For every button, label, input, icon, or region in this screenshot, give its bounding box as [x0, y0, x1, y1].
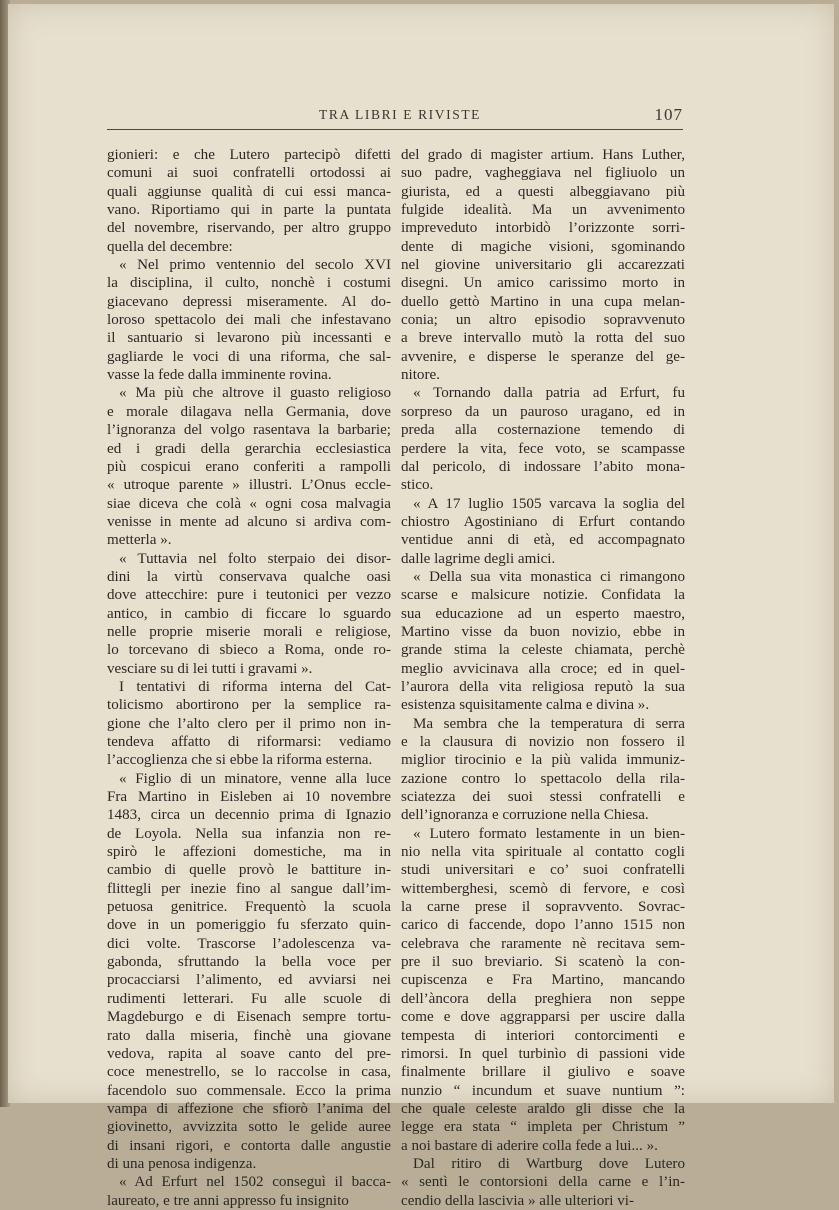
text-line: laureato, e tre anni appresso fu insignito [107, 1192, 349, 1209]
text-line: dove in un pomeriggio fu sferzato quin- [107, 917, 391, 934]
text-line: rudimenti letterari. Fu alle scuole di [107, 990, 391, 1007]
text-line: l’aurora della vita religiosa reputò la sua [401, 678, 685, 695]
text-line: fulgide idealità. Ma un avvenimento [401, 202, 685, 219]
text-line: de Loyola. Nella sua infanzia non re- [107, 825, 391, 842]
text-line: rimorsi. In quel turbinìo di passioni vide [401, 1045, 685, 1062]
text-line: « Tuttavia nel folto sterpaio dei disor- [119, 550, 391, 567]
text-line: suo padre, vagheggiava nel figliuolo un [401, 165, 685, 182]
text-line: miglior tirocinio e la più valida immuniz- [401, 752, 685, 769]
text-line: tolicismo abortirono per la semplice ra- [107, 697, 391, 714]
running-header [107, 106, 683, 128]
text-line: « Figlio di un minatore, venne alla luce [119, 770, 391, 787]
text-line: vasse la fede dalla imminente rovina. [107, 367, 332, 384]
header-rule [107, 129, 683, 130]
text-line: cupiscenza e Fra Martino, mancando [401, 972, 685, 989]
text-line: esistenza squisitamente calma e divina ». [401, 697, 650, 714]
text-line: dalle lagrime degli amici. [401, 550, 556, 567]
text-line: quali aggiunse qualità di cui essi manca- [107, 183, 391, 200]
text-line: « sentì le contorsioni della carne e l’in- [401, 1174, 685, 1191]
text-line: vedova, rapita al soave canto del pre- [107, 1045, 391, 1062]
text-line: la carne prese il sopravvento. Sovrac- [401, 899, 685, 916]
text-line: legge era stata “ impleta per Christum ” [401, 1119, 685, 1136]
text-line: gionieri: e che Lutero partecipò difetti [107, 147, 391, 163]
text-line: cambio di quelle provò le battiture in- [107, 862, 391, 879]
text-line: Ma sembra che la temperatura di serra [413, 715, 685, 732]
text-line: avvenire, e disperse le speranze del ge- [401, 348, 685, 365]
text-line: impreveduto intorbidò l’orizzonte sorri- [401, 220, 685, 237]
text-line: « A 17 luglio 1505 varcava la soglia del [413, 495, 685, 512]
text-line: carico di faccende, dopo l’anno 1515 non [401, 917, 685, 934]
text-line: vampa di affezione che sfiorò l’anima del [107, 1100, 391, 1117]
text-line: nelle proprie miserie morali e religiose, [107, 623, 391, 640]
text-line: venisse in mente ad alcuno si ardiva com- [107, 513, 391, 530]
text-line: coce menestrello, se lo raccolse in casa, [107, 1064, 391, 1081]
text-line: nel giovine universitario gli accarezzati [401, 257, 685, 274]
text-column-left [107, 146, 391, 1210]
text-line: procacciarsi l’alimento, ed avviarsi nei [107, 972, 391, 989]
running-title: TRA LIBRI E RIVISTE [319, 107, 482, 122]
text-line: studi universitari e co’ suoi confratelli [401, 862, 685, 879]
text-line: perdere la vita, fece voto, se scampasse [401, 440, 685, 457]
text-line: « Della sua vita monastica ci rimangono [413, 568, 685, 585]
text-line: ventidue anni di età, ed accompagnato [401, 532, 685, 549]
text-line: « utroque parente » illustri. L’Onus eccle- [107, 477, 391, 494]
text-line: tendeva affatto di riformarsi: vediamo [107, 734, 391, 750]
text-line: giurista, ed a questi albeggiavano più [401, 183, 685, 200]
text-line: quella del decembre: [107, 238, 233, 255]
text-line: « Nel primo ventennio del secolo XVI [119, 257, 391, 274]
text-line: dove attecchire: pure i teutonici per vezzo [107, 587, 391, 604]
text-line: disegni. Un amico carissimo morto in [401, 275, 685, 292]
text-line: del grado di magister artium. Hans Luther, [401, 147, 685, 163]
text-line: e morale dilagava nella Germania, dove [107, 403, 391, 420]
text-line: comuni ai suoi confratelli ortodossi ai [107, 165, 391, 182]
text-line: dici volte. Trascorse l’adolescenza va- [107, 935, 391, 952]
text-line: nio nella vita spirituale al contatto cogli [401, 844, 685, 861]
text-line: nitore. [401, 367, 440, 384]
text-line: finalmente brillare il giulivo e soave [401, 1064, 685, 1081]
text-line: vano. Riportiamo qui in parte la puntata [107, 202, 391, 219]
text-line: nunzio “ incundum et suave nuntium ”: [401, 1082, 685, 1099]
text-line: sciatezza dei suoi stessi confratelli e [401, 789, 685, 806]
text-line: facendolo suo commensale. Ecco la prima [107, 1082, 391, 1099]
text-line: I tentativi di riforma interna del Cat- [119, 678, 391, 695]
text-line: sua educazione ad un esperto maestro, [401, 605, 685, 622]
text-line: chiostro Agostiniano di Erfurt contando [401, 513, 685, 530]
text-line: il santuario si levarono più incessanti e [107, 330, 391, 347]
text-line: la disciplina, il culto, nonchè i costumi [107, 275, 391, 292]
text-line: dini la virtù conservava qualche oasi [107, 568, 391, 585]
text-line: l’ignoranza del volgo rasentava la barbarie; [107, 422, 391, 439]
text-line: gabonda, sfruttando la bella voce per [107, 954, 391, 971]
text-line: dell’àncora della preghiera non seppe [401, 990, 685, 1007]
text-line: a breve intervallo mutò la rotta del suo [401, 330, 685, 347]
text-line: di insani rigori, e contorta dalle angustie [107, 1137, 391, 1154]
text-line: flittegli per inezie fino al sangue dall’im- [107, 880, 391, 897]
text-line: e la clausura di novizio non fossero il [401, 734, 685, 750]
text-line: cendio della lascivia » alle ulteriori vi- [401, 1192, 635, 1209]
text-line: vesciare su di lei tutti i gravami ». [107, 660, 313, 677]
text-line: giovinetto, avvizzita sotto le gelide auree [107, 1119, 391, 1136]
text-line: Magdeburgo e di Eisenach sempre tortu- [107, 1009, 391, 1026]
text-line: scarse e malsicure notizie. Confidata la [401, 587, 685, 604]
text-line: lo torcevano di sbieco a Roma, onde ro- [107, 642, 391, 659]
text-line: gione che l’alto clero per il primo non in- [107, 715, 391, 732]
text-line: wittemberghesi, scemò di fervore, e così [401, 880, 685, 897]
text-line: rato dalla miseria, finchè una giovane [107, 1027, 391, 1044]
text-line: a noi bastare di aderire colla fede a lui... ». [401, 1137, 658, 1154]
text-line: « Lutero formato lestamente in un bien- [413, 825, 685, 842]
text-line: zazione contro lo spettacolo della rila- [401, 770, 685, 787]
text-line: meglio avvicinava alla croce; ed in quel- [401, 660, 685, 677]
text-line: sorpreso da un pauroso uragano, ed in [401, 403, 685, 420]
text-line: stico. [401, 477, 434, 494]
text-line: ed i gradi della gerarchia ecclesiastica [107, 440, 391, 457]
text-line: Dal ritiro di Wartburg dove Lutero [413, 1155, 685, 1172]
text-line: pre il suo breviario. Si scatenò la con- [401, 954, 685, 971]
text-line: antico, in cambio di ficcare lo sguardo [107, 605, 391, 622]
text-line: dal pericolo, di indossare l’abito mona- [401, 458, 685, 475]
text-line: di una penosa indigenza. [107, 1155, 257, 1172]
text-line: come e dove aggrapparsi per uscire dalla [401, 1009, 685, 1026]
text-line: l’accoglienza che si ebbe la riforma esterna. [107, 752, 373, 769]
text-line: celebrava che raramente nè recitava sem- [401, 935, 685, 952]
text-line: Fra Martino in Eisleben ai 10 novembre [107, 789, 391, 806]
text-line: grande stima la celeste chiamata, perchè [401, 642, 685, 659]
text-line: loroso spettacolo dei mali che infestavano [107, 312, 391, 329]
text-line: del novembre, riservando, per altro gruppo [107, 220, 391, 237]
text-line: siae diceva che colà « ogni cosa malvagia [107, 495, 391, 512]
text-line: « Ad Erfurt nel 1502 conseguì il bacca- [119, 1174, 391, 1191]
text-line: che quale celeste araldo gli disse che la [401, 1100, 685, 1117]
text-line: giacevano depressi miseramente. Al do- [107, 293, 391, 310]
text-column-right [401, 146, 685, 1210]
text-line: dell’ignoranza e corruzione nella Chiesa. [401, 807, 649, 824]
text-line: gagliarde le voci di una riforma, che sal- [107, 348, 391, 365]
text-line: Martino visse da buon novizio, ebbe in [401, 623, 685, 640]
text-line: spirò le affezioni domestiche, ma in [107, 844, 391, 861]
text-line: dente di magiche visioni, sgominando [401, 238, 685, 255]
page-number: 107 [654, 105, 683, 124]
text-line: petuosa genitrice. Frequentò la scuola [107, 899, 391, 916]
text-line: tempesta di interiori contorcimenti e [401, 1027, 685, 1044]
text-line: più cospicui erano conferiti a rampolli [107, 458, 391, 475]
text-line: « Ma più che altrove il guasto religioso [119, 385, 391, 402]
text-line: conia; un altro episodio sopravvenuto [401, 312, 685, 329]
text-line: preda alla costernazione temendo di [401, 422, 685, 439]
text-line: metterla ». [107, 532, 172, 549]
text-line: « Tornando dalla patria ad Erfurt, fu [413, 385, 685, 402]
text-line: duello gettò Martino in una cupa melan- [401, 293, 685, 310]
text-line: 1483, circa un decennio prima di Ignazio [107, 807, 391, 824]
